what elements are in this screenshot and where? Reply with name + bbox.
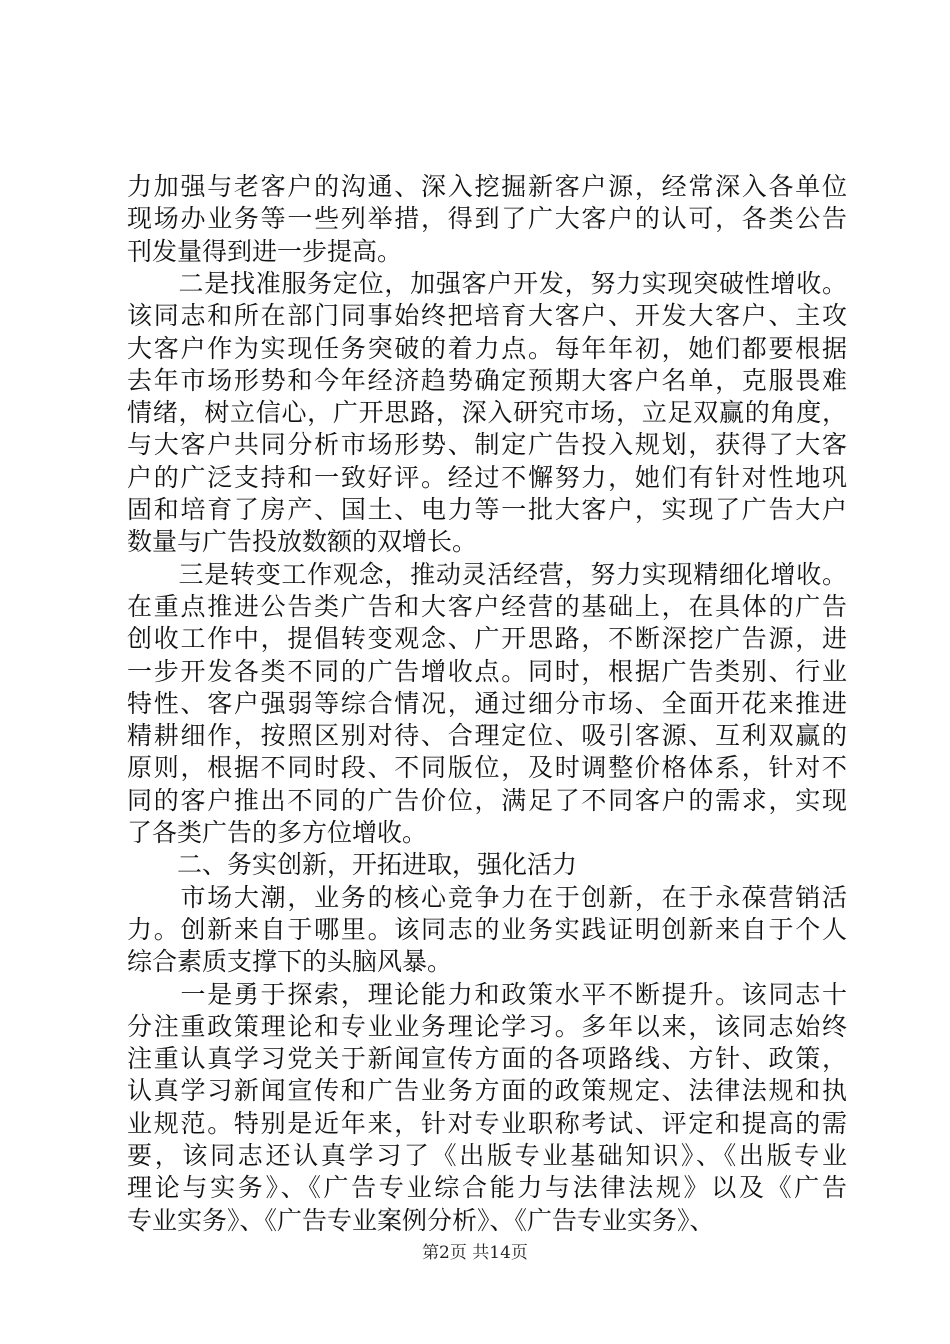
text-line: 该同志和所在部门同事始终把培育大客户、开发大客户、主攻: [127, 301, 849, 331]
text-line: 情绪，树立信心，广开思路，深入研究市场，立足双赢的角度，: [127, 398, 848, 428]
text-line: 刊发量得到进一步提高。: [127, 236, 403, 266]
text-line: 力加强与老客户的沟通、深入挖掘新客户源，经常深入各单位: [127, 172, 849, 201]
text-line: 精耕细作，按照区别对待、合理定位、吸引客源、互利双赢的: [127, 721, 849, 751]
text-line: 力。创新来自于哪里。该同志的业务实践证明创新来自于个人: [127, 914, 849, 944]
text-line: 一是勇于探索，理论能力和政策水平不断提升。该同志十: [127, 979, 849, 1009]
text-line: 与大客户共同分析市场形势、制定广告投入规划，获得了大客: [127, 430, 849, 460]
text-line: 数量与广告投放数额的双增长。: [127, 527, 478, 557]
text-line: 综合素质支撑下的头脑风暴。: [127, 947, 453, 977]
text-line: 要，该同志还认真学习了《出版专业基础知识》、《出版专业: [127, 1141, 850, 1170]
text-line: 在重点推进公告类广告和大客户经营的基础上，在具体的广告: [127, 591, 849, 621]
text-line: 专业实务》、《广告专业案例分析》、《广告专业实务》、: [127, 1205, 715, 1235]
text-line: 同的客户推出不同的广告价位，满足了不同客户的需求，实现: [127, 785, 849, 815]
text-line: 去年市场形势和今年经济趋势确定预期大客户名单，克服畏难: [127, 365, 849, 395]
text-line: 注重认真学习党关于新闻宣传方面的各项路线、方针、政策，: [127, 1044, 849, 1074]
text-line: 特性、客户强弱等综合情况，通过细分市场、全面开花来推进: [127, 688, 849, 718]
text-line: 市场大潮，业务的核心竞争力在于创新，在于永葆营销活: [127, 882, 849, 912]
text-line: 理论与实务》、《广告专业综合能力与法律法规》以及《广告: [127, 1173, 850, 1203]
text-line: 分注重政策理论和专业业务理论学习。多年以来，该同志始终: [127, 1011, 849, 1041]
text-line: 业规范。特别是近年来，针对专业职称考试、评定和提高的需: [127, 1108, 849, 1138]
text-line: 原则，根据不同时段、不同版位，及时调整价格体系，针对不: [127, 753, 849, 783]
text-line: 固和培育了房产、国土、电力等一批大客户，实现了广告大户: [127, 495, 849, 524]
text-line: 大客户作为实现任务突破的着力点。每年年初，她们都要根据: [127, 333, 849, 363]
text-line: 创收工作中，提倡转变观念、广开思路，不断深挖广告源，进: [127, 624, 849, 654]
text-line: 一步开发各类不同的广告增收点。同时，根据广告类别、行业: [127, 656, 849, 686]
text-line: 认真学习新闻宣传和广告业务方面的政策规定、法律法规和执: [127, 1076, 849, 1106]
text-line: 二、务实创新，开拓进取，强化活力: [127, 850, 578, 880]
text-line: 三是转变工作观念，推动灵活经营，努力实现精细化增收。: [127, 559, 848, 589]
text-line: 户的广泛支持和一致好评。经过不懈努力，她们有针对性地巩: [127, 462, 849, 492]
text-line: 二是找准服务定位，加强客户开发，努力实现突破性增收。: [127, 268, 848, 298]
text-line: 了各类广告的多方位增收。: [127, 818, 428, 847]
text-line: 现场办业务等一些列举措，得到了广大客户的认可，各类公告: [127, 204, 849, 234]
page-footer: 第2页 共14页: [422, 1243, 528, 1263]
